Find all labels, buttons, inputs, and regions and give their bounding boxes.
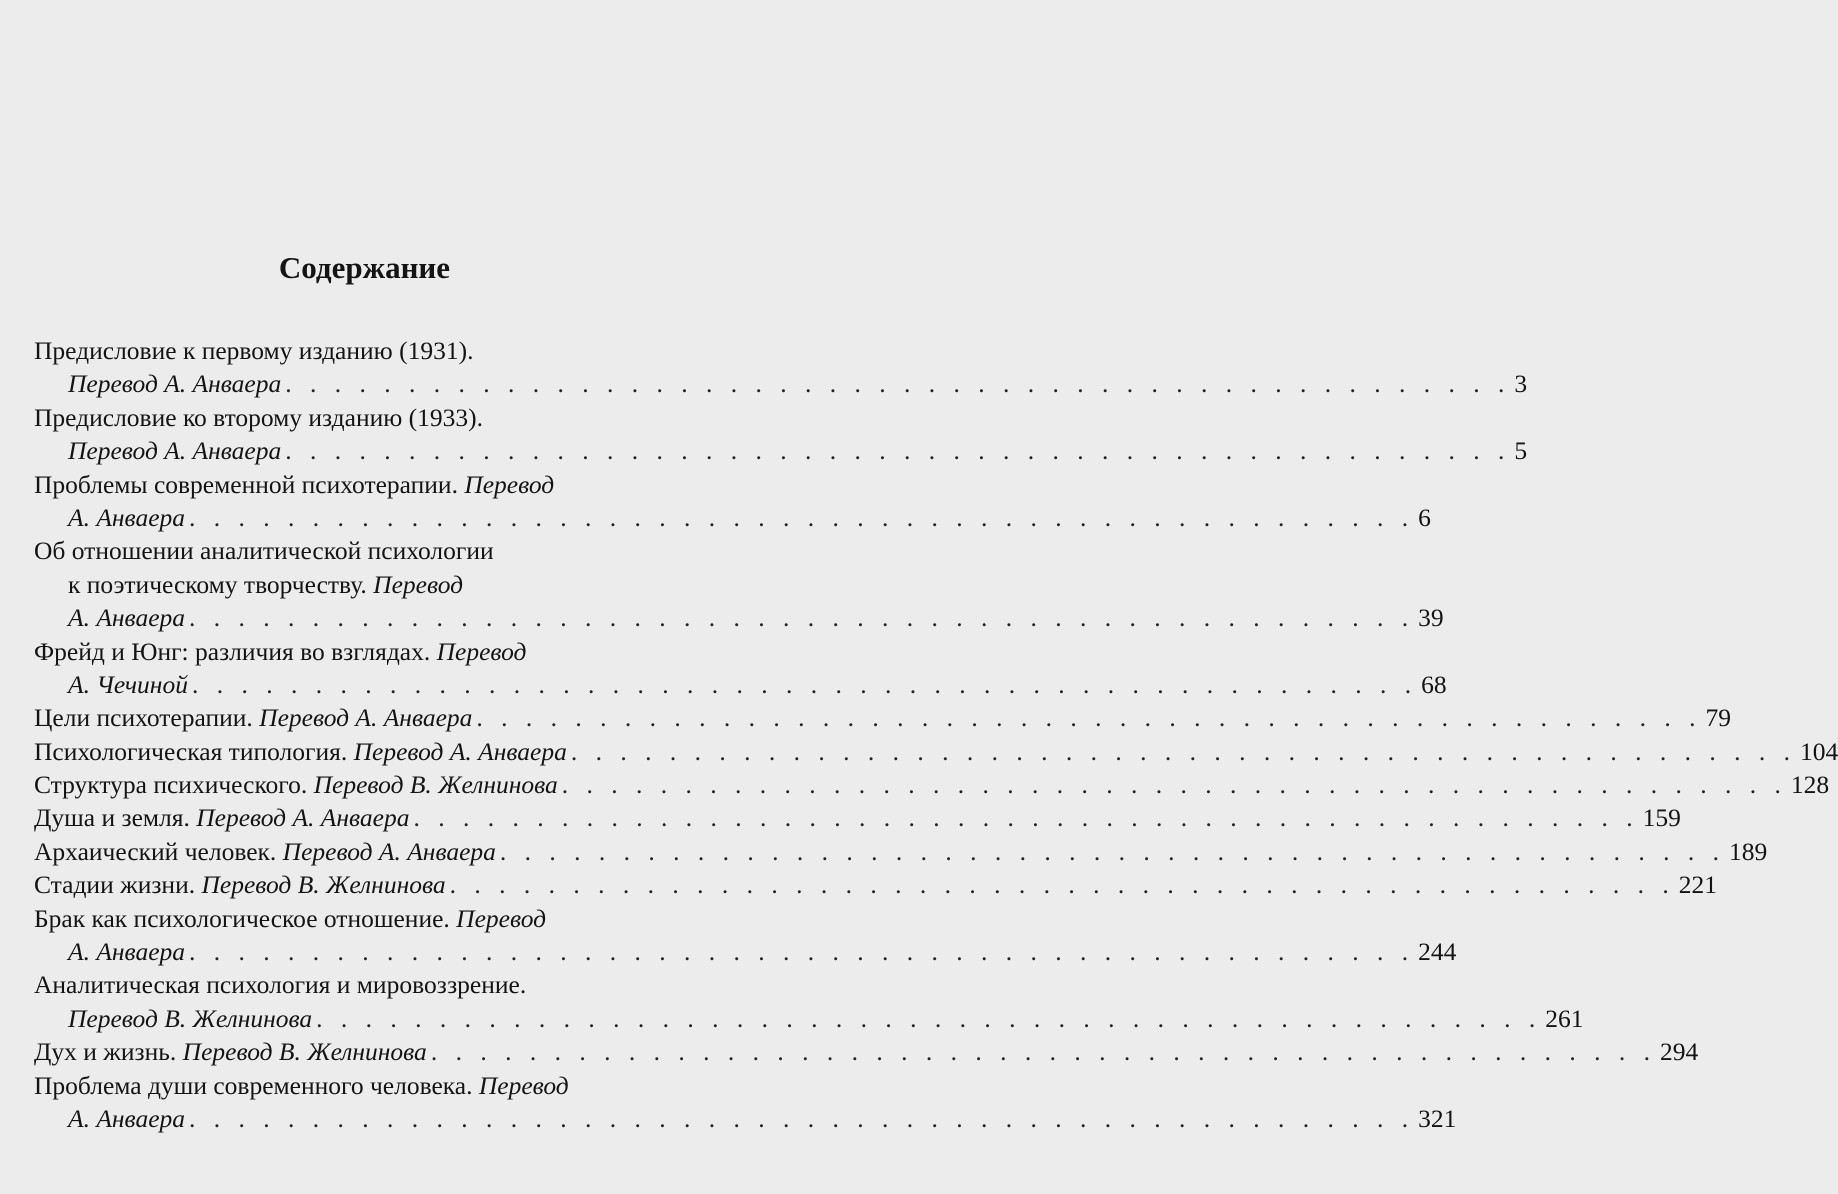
- toc-entry: [34, 635, 1447, 702]
- toc-entry-last-line: [34, 668, 1447, 701]
- toc-entry-text: [68, 367, 281, 400]
- toc-page-number: 261: [1545, 1003, 1584, 1033]
- toc-entry-text: [34, 768, 558, 801]
- toc-entry-text: [68, 668, 188, 701]
- toc-entry-text: [68, 434, 281, 467]
- toc-entry-last-line: [34, 801, 1681, 834]
- toc-entry-translator: Перевод: [373, 569, 464, 599]
- toc-entry: [34, 334, 1528, 401]
- toc-entry: [34, 534, 1444, 634]
- toc-leader-dots: . . . . . . . . . . . . . . . . . . . . . . . . . . . . . . . . . . . . . . . . . . . . . . . . . .: [189, 603, 1415, 633]
- toc-entry-title: Дух и жизнь.: [34, 1037, 183, 1067]
- toc-leader-dots: . . . . . . . . . . . . . . . . . . . . . . . . . . . . . . . . . . . . . . . . . . . . . . . . . .: [189, 1103, 1415, 1133]
- toc-entry-text: [68, 601, 185, 634]
- toc-entry-text: [68, 1002, 312, 1035]
- toc-entry-translator: Перевод А. Анваера: [282, 836, 496, 866]
- toc-entry: [34, 735, 1838, 768]
- toc-leader-dots: . . . . . . . . . . . . . . . . . . . . . . . . . . . . . . . . . . . . . . . . . . . . . . . . . .: [570, 736, 1796, 766]
- toc-entry: [34, 835, 1768, 868]
- toc-entry-line: [34, 635, 678, 668]
- toc-entry-last-line: [34, 935, 1457, 968]
- toc-entry-last-line: [34, 835, 1768, 868]
- toc-entry-translator: Перевод А. Анваера: [259, 703, 473, 733]
- toc-entry-translator: Перевод В. Желнинова: [313, 770, 558, 800]
- toc-entry-last-line: [34, 367, 1528, 400]
- toc-entry: [34, 902, 1457, 969]
- toc-entry-line: [34, 468, 678, 501]
- toc-entry: [34, 768, 1830, 801]
- toc-entry-text: [34, 970, 526, 999]
- toc-page-number: 244: [1418, 937, 1457, 967]
- toc-leader-dots: . . . . . . . . . . . . . . . . . . . . . . . . . . . . . . . . . . . . . . . . . . . . . . . . . .: [561, 770, 1787, 800]
- toc-entry-translator: А. Чечиной: [68, 669, 188, 699]
- toc-entry-translator: Перевод А. Анваера: [68, 436, 282, 466]
- toc-entry-title: Фрейд и Юнг: различия во взглядах.: [34, 636, 437, 666]
- toc-entry-line: [34, 334, 678, 367]
- toc-entry: [34, 401, 1528, 468]
- toc-entry-title: Проблемы современной психотерапии.: [34, 469, 465, 499]
- toc-entry-text: [34, 470, 554, 499]
- toc-entry-line: [34, 968, 678, 1001]
- toc-entry-title: Проблема души современного человека.: [34, 1070, 479, 1100]
- toc-entry-translator: А. Анваера: [68, 1103, 186, 1133]
- toc-entry-text: [34, 835, 496, 868]
- toc-entry-translator: Перевод В. Желнинова: [182, 1037, 427, 1067]
- toc-entry-translator: Перевод В. Желнинова: [201, 870, 446, 900]
- toc-entry-last-line: [34, 601, 1444, 634]
- toc-entry-text: [34, 1035, 427, 1068]
- toc-entry-title: к поэтическому творчеству.: [68, 569, 374, 599]
- toc-leader-dots: . . . . . . . . . . . . . . . . . . . . . . . . . . . . . . . . . . . . . . . . . . . . . . . . . .: [476, 703, 1702, 733]
- toc-entry-text: [68, 570, 463, 599]
- toc-page-number: 104: [1799, 736, 1838, 766]
- toc-leader-dots: . . . . . . . . . . . . . . . . . . . . . . . . . . . . . . . . . . . . . . . . . . . . . . . . . .: [189, 502, 1415, 532]
- toc-entry-text: [34, 403, 483, 432]
- toc-entry-title: Предисловие ко второму изданию (1933).: [34, 402, 484, 432]
- toc-entry: [34, 468, 1431, 535]
- toc-entry-last-line: [34, 434, 1528, 467]
- toc-entry-title: Цели психотерапии.: [34, 703, 260, 733]
- toc-leader-dots: . . . . . . . . . . . . . . . . . . . . . . . . . . . . . . . . . . . . . . . . . . . . . . . . . .: [499, 836, 1726, 866]
- toc-entry-translator: Перевод: [464, 469, 555, 499]
- toc-page-number: 6: [1418, 502, 1431, 532]
- toc-entry-title: Стадии жизни.: [34, 870, 202, 900]
- toc-entry: [34, 1069, 1457, 1136]
- toc-leader-dots: . . . . . . . . . . . . . . . . . . . . . . . . . . . . . . . . . . . . . . . . . . . . . . . . . .: [285, 436, 1511, 466]
- toc-page-number: 79: [1705, 703, 1732, 733]
- toc-entry-text: [34, 536, 494, 565]
- toc-entry-last-line: [34, 1102, 1457, 1135]
- toc-page-number: 321: [1418, 1103, 1457, 1133]
- toc-page-number: 5: [1514, 436, 1528, 466]
- toc-page-number: 128: [1790, 770, 1830, 800]
- toc-entry-text: [34, 801, 409, 834]
- toc-entry-translator: Перевод: [478, 1070, 569, 1100]
- toc-entry-translator: Перевод В. Желнинова: [68, 1003, 313, 1033]
- toc-leader-dots: . . . . . . . . . . . . . . . . . . . . . . . . . . . . . . . . . . . . . . . . . . . . . . . . . .: [449, 870, 1675, 900]
- toc-entry-text: [34, 336, 473, 365]
- toc-page-number: 39: [1418, 603, 1444, 633]
- toc-entry-translator: А. Анваера: [68, 502, 186, 532]
- page-title: Содержание: [278, 250, 451, 285]
- toc-entry-translator: А. Анваера: [68, 603, 186, 633]
- toc-leader-dots: . . . . . . . . . . . . . . . . . . . . . . . . . . . . . . . . . . . . . . . . . . . . . . . . . .: [316, 1003, 1542, 1033]
- toc-page-number: 3: [1514, 369, 1528, 399]
- toc-entry-line: [34, 1069, 678, 1102]
- toc-entry: [34, 701, 1732, 734]
- toc-entry-text: [68, 1102, 185, 1135]
- toc-entry-title: Структура психического.: [34, 770, 314, 800]
- toc-entry-translator: А. Анваера: [68, 937, 186, 967]
- toc-entry-title: Предисловие к первому изданию (1931).: [34, 336, 474, 365]
- toc-entry-last-line: [34, 735, 1838, 768]
- toc-entry-translator: Перевод А. Анваера: [68, 369, 282, 399]
- toc-entry-last-line: [34, 501, 1431, 534]
- toc-entry-text: [34, 701, 472, 734]
- toc-entry-line: [34, 401, 678, 434]
- toc-entry-text: [68, 501, 185, 534]
- toc-entry-translator: Перевод А. Анваера: [353, 736, 567, 766]
- toc-entry-last-line: [34, 1035, 1699, 1068]
- toc-page-number: 294: [1659, 1037, 1699, 1067]
- toc-entry-title: Брак как психологическое отношение.: [34, 903, 457, 933]
- toc-entry-line: [34, 534, 678, 567]
- toc-entry-line: [34, 568, 678, 601]
- toc-entry-translator: Перевод: [456, 903, 547, 933]
- table-of-contents: [34, 334, 1838, 1135]
- toc-entry-line: [34, 902, 678, 935]
- toc-entry-title: Архаический человек.: [34, 836, 283, 866]
- toc-entry-last-line: [34, 1002, 1584, 1035]
- toc-entry-last-line: [34, 868, 1717, 901]
- toc-leader-dots: . . . . . . . . . . . . . . . . . . . . . . . . . . . . . . . . . . . . . . . . . . . . . . . . . .: [285, 369, 1511, 399]
- toc-page-number: 159: [1642, 803, 1681, 833]
- toc-entry-text: [68, 935, 185, 968]
- toc-leader-dots: . . . . . . . . . . . . . . . . . . . . . . . . . . . . . . . . . . . . . . . . . . . . . . . . . .: [191, 669, 1418, 699]
- toc-leader-dots: . . . . . . . . . . . . . . . . . . . . . . . . . . . . . . . . . . . . . . . . . . . . . . . . . .: [189, 937, 1415, 967]
- toc-entry-text: [34, 1071, 569, 1100]
- toc-entry-title: Аналитическая психология и мировоззрение.: [34, 970, 527, 1000]
- toc-entry-text: [34, 868, 446, 901]
- toc-entry: [34, 868, 1717, 901]
- toc-entry-text: [34, 637, 526, 666]
- toc-entry: [34, 968, 1584, 1035]
- toc-entry-translator: Перевод А. Анваера: [196, 803, 410, 833]
- toc-entry-title: Об отношении аналитической психологии: [34, 536, 494, 566]
- toc-leader-dots: . . . . . . . . . . . . . . . . . . . . . . . . . . . . . . . . . . . . . . . . . . . . . . . . . .: [413, 803, 1639, 833]
- toc-page-number: 68: [1421, 669, 1447, 699]
- toc-page-number: 221: [1678, 870, 1717, 900]
- toc-entry-last-line: [34, 701, 1732, 734]
- toc-entry-title: Психологическая типология.: [34, 736, 354, 766]
- toc-leader-dots: . . . . . . . . . . . . . . . . . . . . . . . . . . . . . . . . . . . . . . . . . . . . . . . . . .: [430, 1037, 1656, 1067]
- toc-entry-last-line: [34, 768, 1830, 801]
- toc-entry-text: [34, 904, 546, 933]
- toc-page-number: 189: [1729, 836, 1768, 866]
- toc-entry-translator: Перевод: [436, 636, 527, 666]
- toc-entry: [34, 1035, 1699, 1068]
- toc-entry: [34, 801, 1681, 834]
- toc-entry-text: [34, 735, 567, 768]
- toc-entry-title: Душа и земля.: [34, 803, 197, 833]
